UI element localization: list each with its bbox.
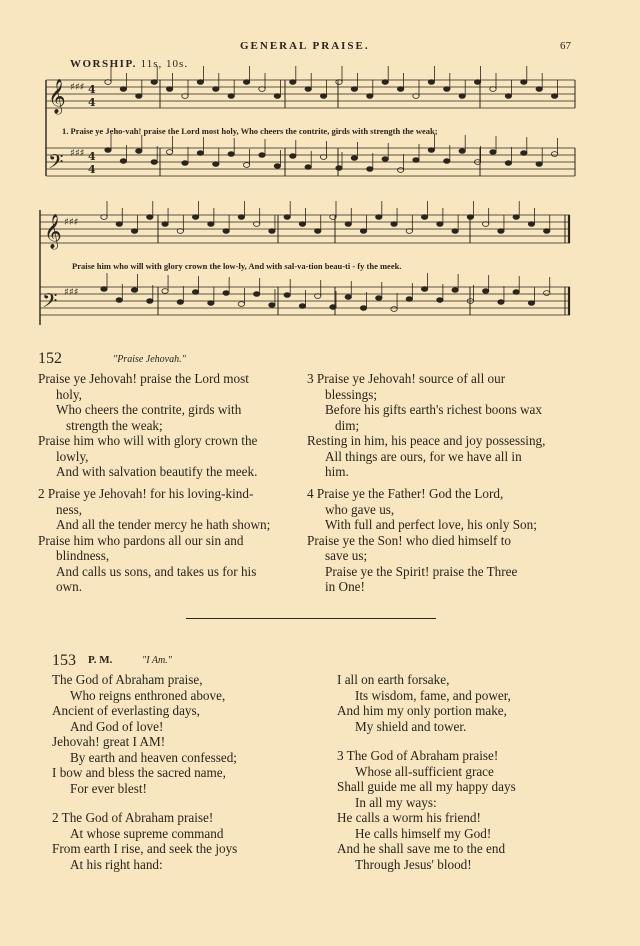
note-head bbox=[513, 215, 519, 220]
stanza-line: holy, bbox=[56, 386, 82, 402]
note-head bbox=[521, 80, 527, 85]
note-head bbox=[136, 94, 142, 99]
stanza-line: ness, bbox=[56, 501, 83, 517]
note-head bbox=[428, 80, 434, 85]
running-head: GENERAL PRAISE. bbox=[240, 40, 370, 52]
stanza-line: And he shall save me to the end bbox=[337, 841, 506, 856]
note-head bbox=[315, 229, 321, 234]
note-head bbox=[360, 229, 366, 234]
hymn-number: 153 bbox=[52, 652, 76, 669]
stanza-152-2 bbox=[38, 486, 300, 595]
note-head bbox=[551, 152, 557, 157]
note-head bbox=[166, 87, 172, 92]
note-head bbox=[166, 150, 172, 155]
note-head bbox=[528, 301, 534, 306]
svg-text:♯♯♯: ♯♯♯ bbox=[64, 287, 79, 298]
note-head bbox=[421, 287, 427, 292]
stanza-line: save us; bbox=[325, 548, 368, 563]
stanza-153-2 bbox=[52, 810, 312, 872]
note-head bbox=[284, 293, 290, 298]
note-head bbox=[345, 295, 351, 300]
note-head bbox=[521, 151, 527, 156]
note-head bbox=[177, 300, 183, 305]
svg-text:4: 4 bbox=[88, 150, 96, 163]
page-number: 67 bbox=[560, 40, 571, 52]
note-head bbox=[197, 80, 203, 85]
stanza-line: Shall guide me all my happy days bbox=[337, 779, 516, 794]
note-head bbox=[120, 87, 126, 92]
stanza-line: Praise him who will with glory crown the bbox=[38, 433, 258, 448]
note-head bbox=[305, 165, 311, 170]
stanza-line: Praise him who pardons all our sin and bbox=[38, 532, 244, 548]
note-head bbox=[213, 87, 219, 92]
stanza-line: own. bbox=[56, 579, 83, 594]
svg-text:4: 4 bbox=[88, 83, 96, 96]
note-head bbox=[259, 153, 265, 158]
stanza-line: Whose all-sufficient grace bbox=[355, 763, 494, 779]
note-head bbox=[551, 94, 557, 99]
note-head bbox=[151, 80, 157, 85]
note-head bbox=[192, 290, 198, 295]
note-head bbox=[360, 306, 366, 311]
note-head bbox=[406, 297, 412, 302]
stanza-line: At whose supreme command bbox=[70, 825, 224, 841]
note-head bbox=[243, 163, 249, 168]
note-head bbox=[452, 288, 458, 293]
stanza-line: Jehovah! great I AM! bbox=[52, 734, 166, 749]
note-head bbox=[397, 87, 403, 92]
hymn-title: "Praise Jehovah." bbox=[113, 354, 186, 365]
section-divider bbox=[186, 618, 436, 619]
note-head bbox=[136, 149, 142, 154]
note-head bbox=[192, 215, 198, 220]
note-head bbox=[305, 87, 311, 92]
stanza-line: And him my only portion make, bbox=[337, 703, 507, 718]
treble-clef-icon: 𝄞 bbox=[48, 79, 66, 114]
note-head bbox=[444, 87, 450, 92]
svg-text:♯♯♯: ♯♯♯ bbox=[64, 217, 79, 228]
note-head bbox=[367, 167, 373, 172]
note-head bbox=[459, 149, 465, 154]
stanza-line: Ancient of everlasting days, bbox=[52, 703, 200, 718]
note-head bbox=[376, 296, 382, 301]
note-head bbox=[536, 87, 542, 92]
note-head bbox=[238, 302, 244, 307]
stanza-line: Who cheers the contrite, girds with bbox=[56, 402, 242, 417]
note-head bbox=[116, 222, 122, 227]
note-head bbox=[228, 152, 234, 157]
note-head bbox=[498, 300, 504, 305]
note-head bbox=[213, 162, 219, 167]
note-head bbox=[382, 157, 388, 162]
note-head bbox=[490, 150, 496, 155]
stanza-line: dim; bbox=[335, 417, 360, 433]
stanza-line: My shield and tower. bbox=[355, 718, 467, 734]
stanza-line: 2 Praise ye Jehovah! for his loving-kind- bbox=[38, 486, 254, 501]
note-head bbox=[505, 161, 511, 166]
note-head bbox=[413, 158, 419, 163]
note-head bbox=[269, 303, 275, 308]
note-head bbox=[467, 215, 473, 220]
treble-clef-icon: 𝄞 bbox=[44, 214, 62, 249]
note-head bbox=[505, 94, 511, 99]
stanza-line: He calls himself my God! bbox=[355, 825, 492, 841]
note-head bbox=[162, 289, 168, 294]
stanza-line: He calls a worm his friend! bbox=[337, 810, 481, 825]
stanza-line: The God of Abraham praise, bbox=[52, 672, 203, 687]
note-head bbox=[274, 164, 280, 169]
note-head bbox=[498, 229, 504, 234]
note-head bbox=[428, 148, 434, 153]
stanza-153-2-continued bbox=[337, 672, 597, 734]
note-head bbox=[482, 289, 488, 294]
note-head bbox=[208, 301, 214, 306]
stanza-line: And all the tender mercy he hath shown; bbox=[56, 517, 271, 532]
note-head bbox=[391, 307, 397, 312]
stanza-line: 2 The God of Abraham praise! bbox=[52, 810, 214, 825]
note-head bbox=[223, 291, 229, 296]
stanza-line: Resting in him, his peace and joy possessing, bbox=[307, 433, 546, 448]
stanza-152-4 bbox=[307, 486, 577, 595]
note-head bbox=[459, 94, 465, 99]
stanza-line: blessings; bbox=[325, 386, 378, 402]
stanza-line: 3 The God of Abraham praise! bbox=[337, 748, 499, 763]
note-head bbox=[253, 292, 259, 297]
stanza-line: Praise ye the Spirit! praise the Three bbox=[325, 563, 518, 579]
stanza-line: Through Jesus' blood! bbox=[355, 856, 472, 872]
note-head bbox=[228, 94, 234, 99]
note-head bbox=[182, 161, 188, 166]
note-head bbox=[299, 222, 305, 227]
hymn-meter: P. M. bbox=[88, 654, 113, 666]
hymn-title: "I Am." bbox=[142, 655, 172, 666]
note-head bbox=[105, 148, 111, 153]
stanza-line: And God of love! bbox=[70, 718, 164, 734]
note-head bbox=[131, 288, 137, 293]
stanza-line: strength the weak; bbox=[66, 417, 163, 433]
note-head bbox=[367, 94, 373, 99]
note-head bbox=[208, 222, 214, 227]
note-head bbox=[238, 215, 244, 220]
note-head bbox=[351, 87, 357, 92]
note-head bbox=[162, 222, 168, 227]
note-head bbox=[299, 304, 305, 309]
stanza-line: And with salvation beautify the meek. bbox=[56, 464, 258, 479]
note-head bbox=[444, 159, 450, 164]
note-head bbox=[544, 291, 550, 296]
note-head bbox=[147, 299, 153, 304]
note-head bbox=[147, 215, 153, 220]
music-score bbox=[0, 0, 640, 340]
stanza-line: At his right hand: bbox=[70, 856, 163, 872]
stanza-line: blindness, bbox=[56, 548, 110, 563]
note-head bbox=[223, 229, 229, 234]
note-head bbox=[101, 287, 107, 292]
note-head bbox=[376, 215, 382, 220]
stanza-line: 3 Praise ye Jehovah! source of all our bbox=[307, 371, 506, 386]
stanza-line: I all on earth forsake, bbox=[337, 672, 450, 687]
note-head bbox=[536, 162, 542, 167]
note-head bbox=[513, 290, 519, 295]
stanza-line: In all my ways: bbox=[355, 794, 437, 810]
music-lyric-line-1: 1. Praise ye Jeho-vah! praise the Lord most holy, Who cheers the contrite, girds with strength the weak; bbox=[62, 126, 438, 136]
music-lyric-line-2: Praise him who will with glory crown the low-ly, And with sal-va-tion beau-ti - fy the meek. bbox=[72, 261, 402, 271]
note-head bbox=[284, 215, 290, 220]
hymn-number: 152 bbox=[38, 350, 62, 367]
note-head bbox=[290, 154, 296, 159]
stanza-line: For ever blest! bbox=[70, 780, 147, 796]
stanza-line: All things are ours, for we have all in bbox=[325, 448, 522, 464]
note-head bbox=[290, 80, 296, 85]
note-head bbox=[437, 298, 443, 303]
stanza-line: Before his gifts earth's richest boons wax bbox=[325, 402, 542, 417]
note-head bbox=[382, 80, 388, 85]
note-head bbox=[351, 156, 357, 161]
note-head bbox=[336, 166, 342, 171]
note-head bbox=[397, 168, 403, 173]
stanza-line: Its wisdom, fame, and power, bbox=[355, 687, 511, 703]
tune-name: WORSHIP. bbox=[70, 58, 137, 70]
stanza-line: By earth and heaven confessed; bbox=[70, 749, 237, 765]
stanza-line: Who reigns enthroned above, bbox=[70, 687, 226, 703]
stanza-line: who gave us, bbox=[325, 501, 395, 517]
note-head bbox=[437, 222, 443, 227]
stanza-153-1 bbox=[52, 672, 312, 796]
note-head bbox=[274, 94, 280, 99]
bass-clef-icon: 𝄢 bbox=[42, 289, 58, 317]
note-head bbox=[131, 229, 137, 234]
stanza-line: Praise ye Jehovah! praise the Lord most bbox=[38, 371, 249, 386]
note-head bbox=[197, 151, 203, 156]
svg-text:4: 4 bbox=[88, 96, 96, 109]
note-head bbox=[269, 229, 275, 234]
note-head bbox=[243, 80, 249, 85]
stanza-line: With full and perfect love, his only Son; bbox=[325, 517, 537, 532]
stanza-line: I bow and bless the sacred name, bbox=[52, 765, 226, 780]
note-head bbox=[116, 298, 122, 303]
stanza-line: Praise ye the Son! who died himself to bbox=[307, 532, 512, 548]
note-head bbox=[421, 215, 427, 220]
stanza-153-3 bbox=[337, 748, 607, 872]
stanza-line: in One! bbox=[325, 579, 365, 594]
note-head bbox=[151, 160, 157, 165]
note-head bbox=[544, 229, 550, 234]
stanza-line: him. bbox=[325, 464, 349, 479]
bass-clef-icon: 𝄢 bbox=[48, 150, 64, 178]
stanza-line: From earth I rise, and seek the joys bbox=[52, 841, 238, 856]
tune-meter: 11s, 10s. bbox=[140, 58, 189, 70]
svg-text:♯♯♯: ♯♯♯ bbox=[70, 82, 85, 93]
note-head bbox=[452, 229, 458, 234]
stanza-152-1 bbox=[38, 371, 300, 480]
stanza-line: lowly, bbox=[56, 448, 89, 464]
stanza-line: 4 Praise ye the Father! God the Lord, bbox=[307, 486, 504, 501]
note-head bbox=[528, 222, 534, 227]
stanza-152-3 bbox=[307, 371, 577, 480]
note-head bbox=[120, 159, 126, 164]
svg-text:4: 4 bbox=[88, 163, 96, 176]
svg-text:♯♯♯: ♯♯♯ bbox=[70, 148, 85, 159]
stanza-line: And calls us sons, and takes us for his bbox=[56, 563, 257, 579]
note-head bbox=[345, 222, 351, 227]
note-head bbox=[320, 94, 326, 99]
staff-treble-2 bbox=[40, 215, 570, 243]
note-head bbox=[391, 222, 397, 227]
note-head bbox=[474, 80, 480, 85]
note-head bbox=[330, 305, 336, 310]
